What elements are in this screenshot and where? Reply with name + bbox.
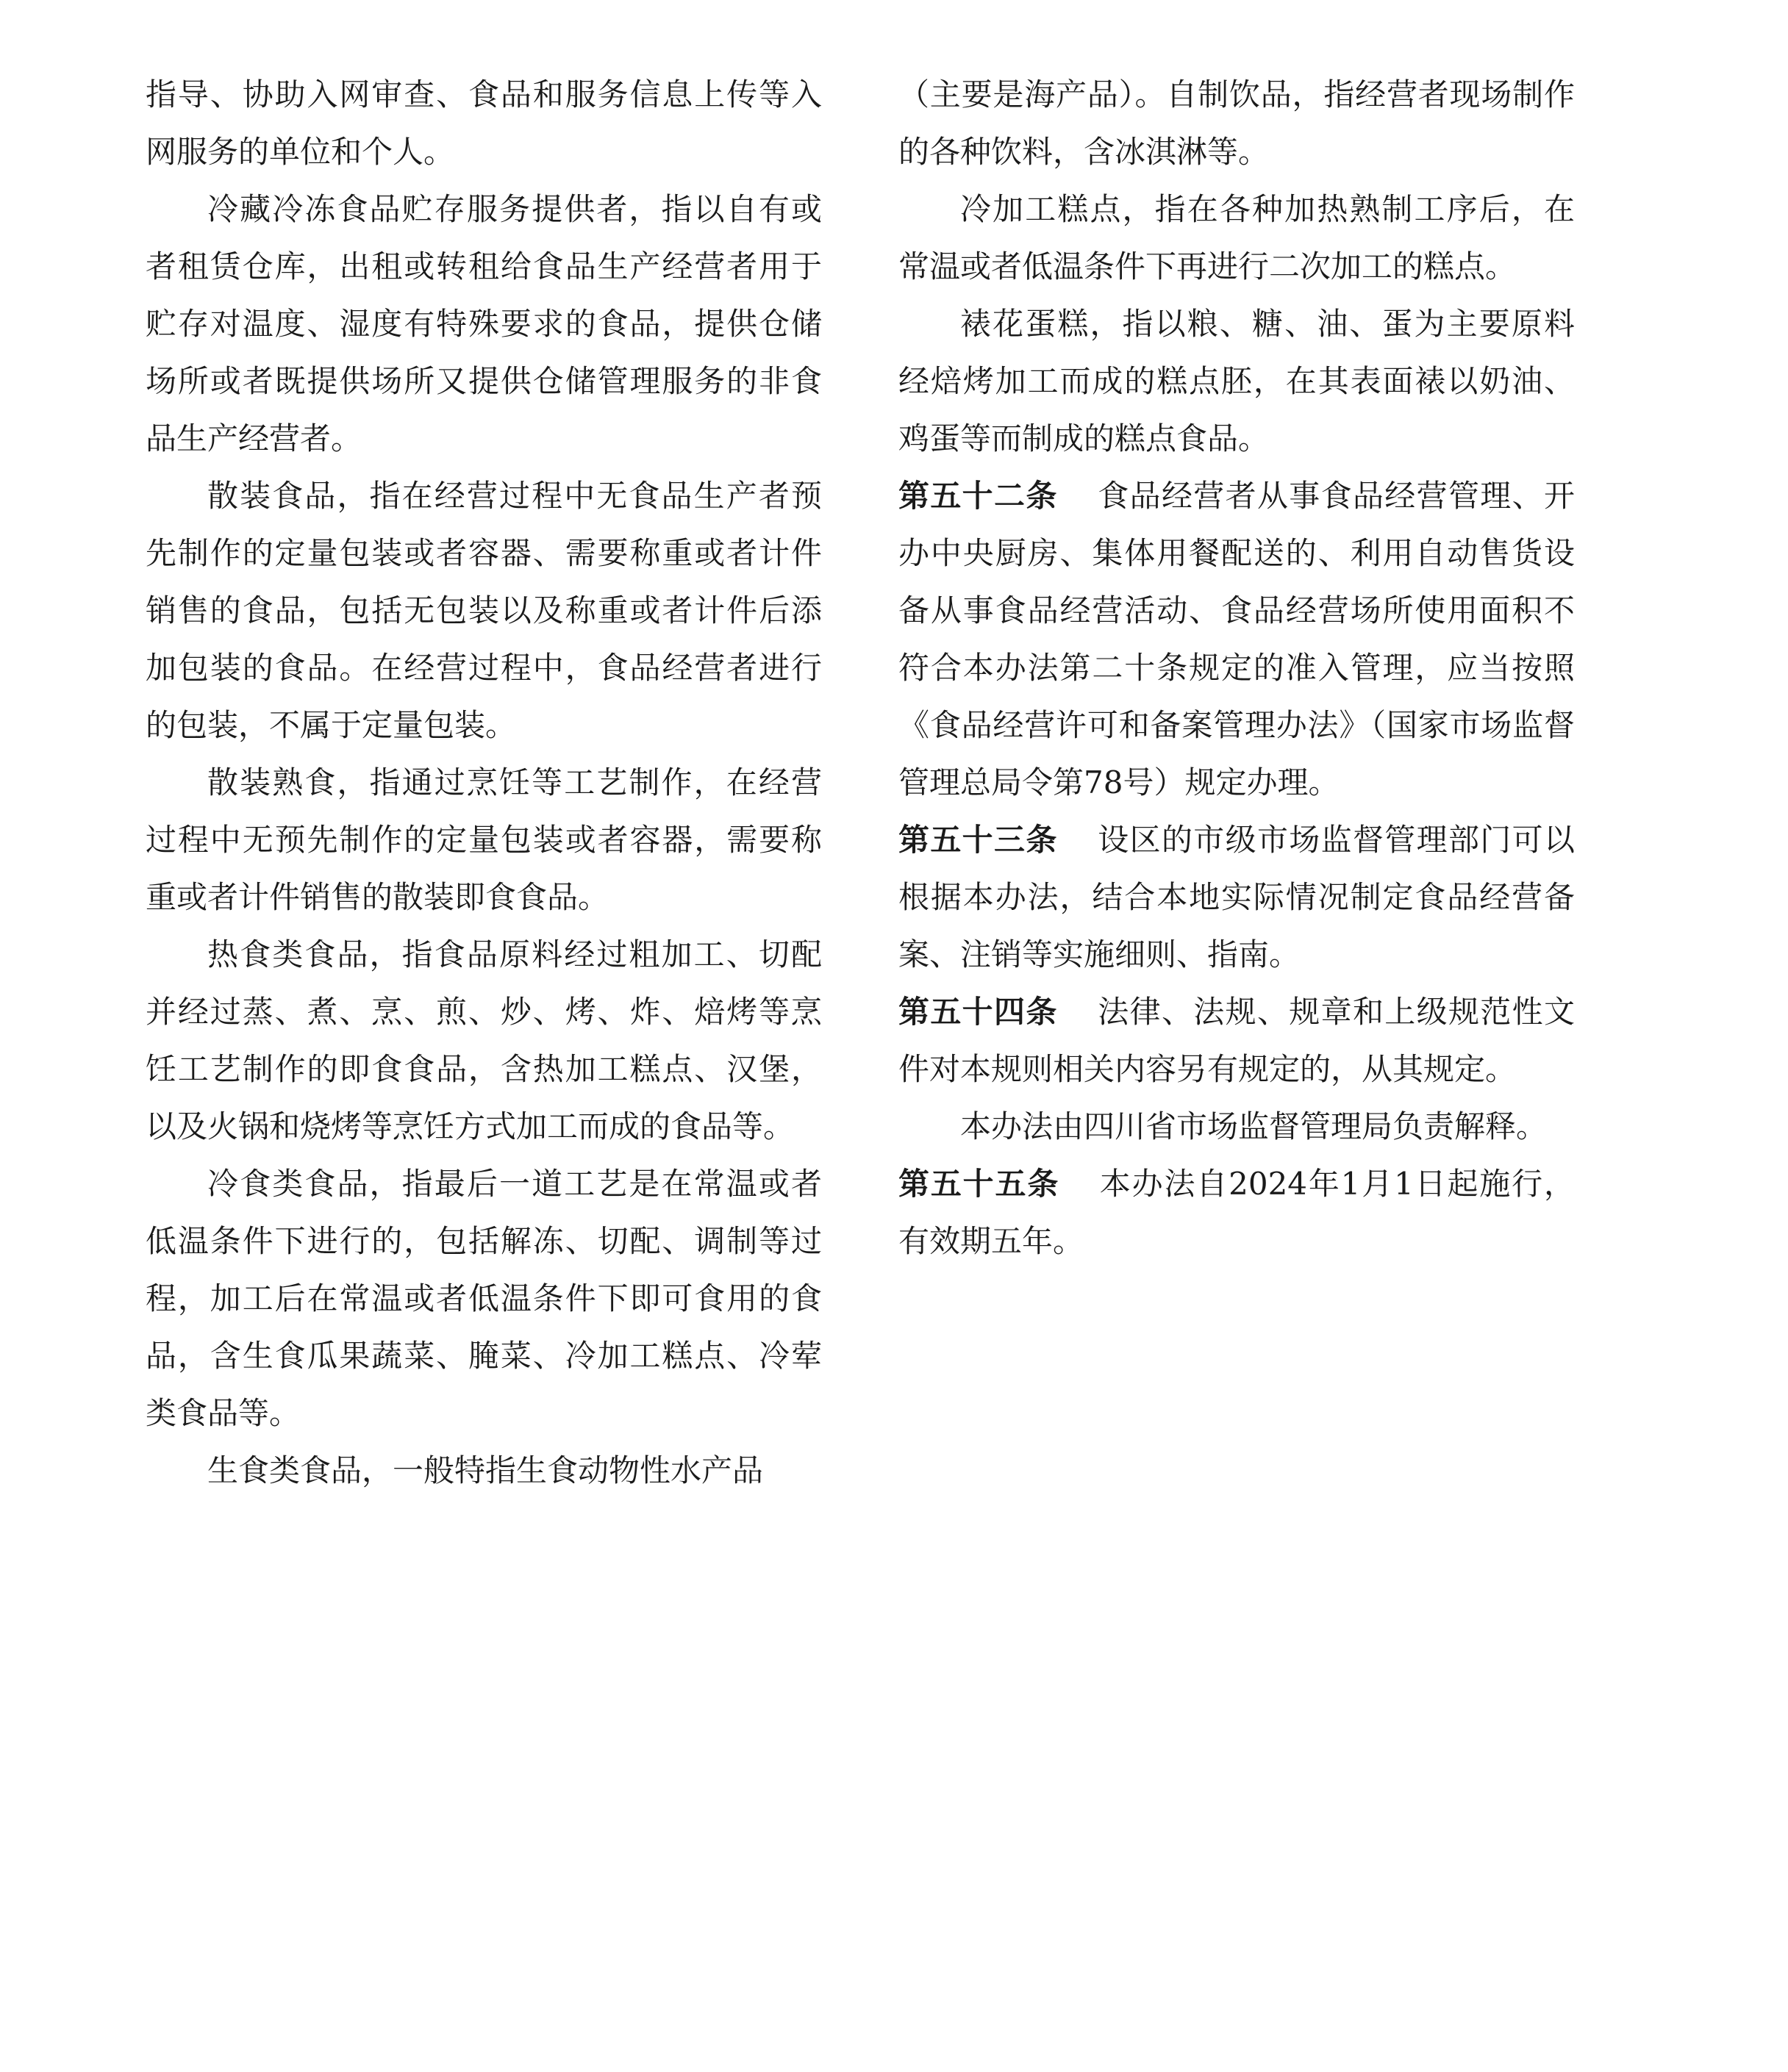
paragraph-decorated-cake: 裱花蛋糕，指以粮、糖、油、蛋为主要原料经焙烤加工而成的糕点胚，在其表面裱以奶油、鸡蛋等而制成的糕点食品。 [898, 306, 1575, 456]
article-54-text: 法律、法规、规章和上级规范性文件对本规则相关内容另有规定的，从其规定。 [898, 994, 1575, 1087]
article-55 [898, 1155, 1575, 1270]
article-52-number: 第五十二条 [898, 478, 1058, 514]
right-column [898, 66, 1575, 1270]
article-53-number: 第五十三条 [898, 822, 1058, 858]
paragraph-cold-pastry: 冷加工糕点，指在各种加热熟制工序后，在常温或者低温条件下再进行二次加工的糕点。 [898, 191, 1575, 284]
paragraph-interpretation: 本办法由四川省市场监督管理局负责解释。 [960, 1108, 1548, 1144]
paragraph-online-service-continuation: 指导、协助入网审查、食品和服务信息上传等入网服务的单位和个人。 [146, 76, 822, 170]
paragraph-bulk-cooked-food: 散装熟食，指通过烹饪等工艺制作，在经营过程中无预先制作的定量包装或者容器，需要称重或者计件销售的散装即食食品。 [146, 764, 822, 915]
paragraph-hot-food: 热食类食品，指食品原料经过粗加工、切配并经过蒸、煮、烹、煎、炒、烤、炸、焙烤等烹饪工艺制作的即食食品，含热加工糕点、汉堡，以及火锅和烧烤等烹饪方式加工而成的食品等。 [146, 936, 822, 1144]
left-column [146, 66, 822, 1499]
article-55-text: 本办法自2024年1月1日起施行，有效期五年。 [898, 1166, 1575, 1259]
paragraph-cold-food: 冷食类食品，指最后一道工艺是在常温或者低温条件下进行的，包括解冻、切配、调制等过程，加工后在常温或者低温条件下即可食用的食品，含生食瓜果蔬菜、腌菜、冷加工糕点、冷荤类食品等。 [146, 1166, 822, 1431]
article-53-text: 设区的市级市场监督管理部门可以根据本办法，结合本地实际情况制定食品经营备案、注销等实施细则、指南。 [898, 822, 1575, 972]
paragraph-raw-food-continuation: （主要是海产品）。自制饮品，指经营者现场制作的各种饮料，含冰淇淋等。 [898, 76, 1575, 170]
article-53 [898, 811, 1575, 983]
article-52-text: 食品经营者从事食品经营管理、开办中央厨房、集体用餐配送的、利用自动售货设备从事食品经营活动、食品经营场所使用面积不符合本办法第二十条规定的准入管理，应当按照《食品经营许可和备案管理办法》（国家市场监督管理总局令第78号）规定办理。 [898, 478, 1575, 800]
paragraph-bulk-food: 散装食品，指在经营过程中无食品生产者预先制作的定量包装或者容器、需要称重或者计件销售的食品，包括无包装以及称重或者计件后添加包装的食品。在经营过程中，食品经营者进行的包装，不属于定量包装。 [146, 478, 822, 743]
paragraph-cold-storage-provider: 冷藏冷冻食品贮存服务提供者，指以自有或者租赁仓库，出租或转租给食品生产经营者用于贮存对温度、湿度有特殊要求的食品，提供仓储场所或者既提供场所又提供仓储管理服务的非食品生产经营者。 [146, 191, 822, 456]
article-54-number: 第五十四条 [898, 994, 1058, 1030]
paragraph-raw-food: 生食类食品，一般特指生食动物性水产品 [207, 1452, 764, 1488]
article-52 [898, 467, 1575, 811]
article-54 [898, 983, 1575, 1098]
article-55-number: 第五十五条 [898, 1166, 1060, 1202]
